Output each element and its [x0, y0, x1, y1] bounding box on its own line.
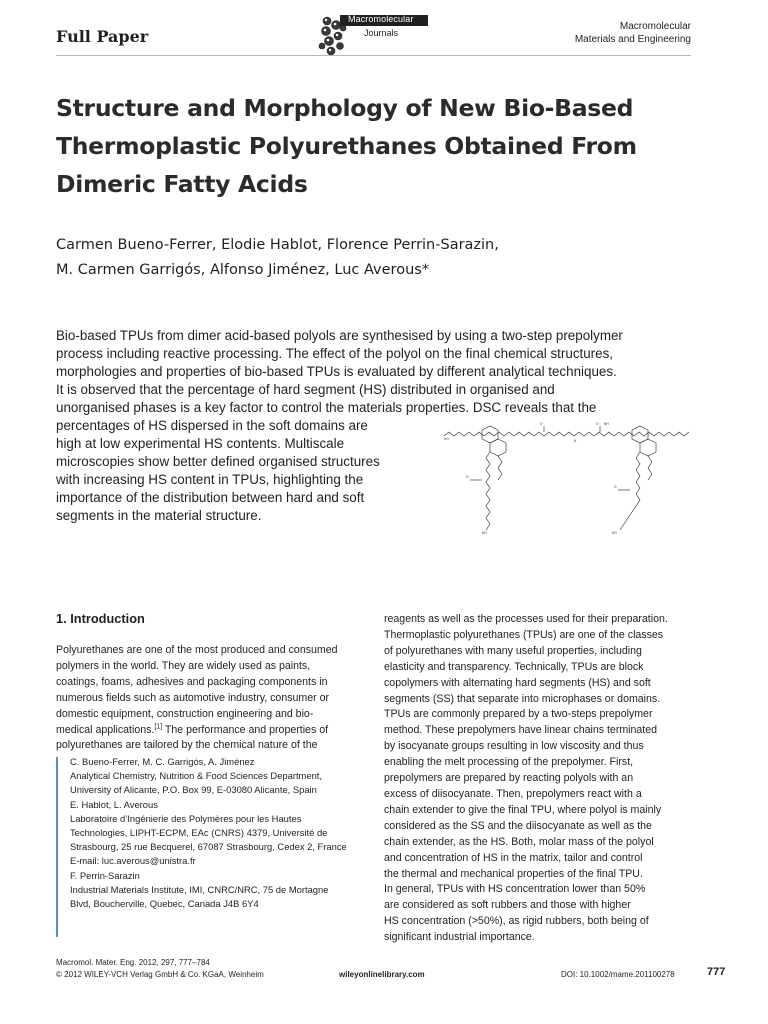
body-line: HS concentration (>50%), as rigid rubbers, both being of	[384, 915, 649, 928]
body-line: significant industrial importance.	[384, 931, 535, 944]
title-line: Dimeric Fatty Acids	[56, 170, 308, 198]
body-line: reagents as well as the processes used for their preparation.	[384, 613, 668, 625]
body-line: method. These prepolymers have linear chains terminated	[384, 724, 658, 737]
logo-text-top: Macromolecular	[348, 14, 414, 24]
abstract	[56, 327, 691, 417]
affiliation-line: F. Perrin-Sarazin	[70, 869, 140, 881]
abstract-line: process including reactive processing. The effect of the polyol on the final chemical structures,	[56, 346, 613, 362]
title-line: Structure and Morphology of New Bio-Based	[56, 94, 634, 122]
body-line: coatings, foams, adhesives and packaging components in	[56, 675, 328, 688]
intro-right-column	[384, 612, 691, 946]
body-line: In general, TPUs with HS concentration lower than 50%	[384, 883, 646, 896]
body-line: chain extender to give the final TPU, where polyol is mainly	[384, 803, 662, 816]
affiliation-line: University of Alicante, P.O. Box 99, E-03080 Alicante, Spain	[70, 784, 317, 796]
affiliation-line: Technologies, LIPHT-ECPM, EAc (CNRS) 4379, Université de	[70, 827, 328, 839]
svg-text:NH: NH	[604, 422, 609, 426]
svg-text:O: O	[614, 485, 617, 489]
abstract-line: microscopies show better defined organised structures	[56, 454, 380, 470]
svg-text:O: O	[466, 475, 469, 479]
svg-text:HO: HO	[482, 531, 487, 535]
body-line: prepolymers are prepared by reacting polyols with an	[384, 772, 634, 785]
affiliation-line: Analytical Chemistry, Nutrition & Food Sciences Department,	[70, 770, 323, 782]
abstract-line: morphologies and properties of bio-based TPUs is evaluated by different analytical techniques.	[56, 364, 617, 380]
author-line: Carmen Bueno-Ferrer, Elodie Hablot, Florence Perrin-Sarazin,	[56, 237, 499, 253]
svg-text:N: N	[574, 439, 577, 443]
copyright-text: © 2012 WILEY-VCH Verlag GmbH & Co. KGaA, Weinheim	[56, 970, 264, 979]
author-line: M. Carmen Garrigós, Alfonso Jiménez, Luc Averous*	[56, 262, 430, 278]
author-list	[56, 233, 696, 283]
body-line: the thermal and mechanical properties of the final TPU.	[384, 867, 643, 880]
abstract-continued	[56, 417, 428, 526]
body-line: considered as the SS and the diisocyanate as well as the	[384, 819, 652, 832]
journal-logo	[318, 13, 430, 59]
body-line: numerous fields such as automotive industry, consumer or	[56, 691, 330, 704]
body-line: enabling the melt processing of the prepolymer. First,	[384, 756, 634, 769]
svg-text:O: O	[596, 422, 599, 426]
abstract-line: high at low experimental HS contents. Multiscale	[56, 436, 345, 452]
svg-text:O: O	[540, 422, 543, 426]
svg-text:HO: HO	[612, 531, 617, 535]
journal-name	[575, 20, 691, 46]
abstract-line: importance of the distribution between hard and soft	[56, 490, 365, 506]
body-line: Polyurethanes are one of the most produced and consumed	[56, 644, 338, 656]
header-divider	[56, 55, 691, 56]
citation-text: Macromol. Mater. Eng. 2012, 297, 777–784	[56, 958, 210, 967]
body-line: TPUs are commonly prepared by a two-steps prepolymer	[384, 708, 653, 721]
body-line: segments (SS) that separate into microphases or domains.	[384, 692, 661, 705]
abstract-line: Bio-based TPUs from dimer acid-based polyols are synthesised by using a two-step prepolymer	[56, 328, 623, 343]
body-line: Thermoplastic polyurethanes (TPUs) are one of the classes	[384, 628, 664, 641]
intro-left-column	[56, 643, 363, 754]
chemical-structure-graphic	[440, 420, 692, 538]
logo-text-bottom: Journals	[364, 28, 399, 38]
affiliation-box	[56, 757, 373, 937]
body-line: elasticity and transparency. Technically, TPUs are block	[384, 660, 644, 673]
affiliation-line: E. Hablot, L. Averous	[70, 798, 158, 810]
abstract-line: percentages of HS dispersed in the soft domains are	[56, 418, 368, 433]
abstract-line: with increasing HS content in TPUs, highlighting the	[56, 472, 364, 488]
title-line: Thermoplastic Polyurethanes Obtained From	[56, 132, 637, 160]
svg-text:HO: HO	[444, 437, 449, 441]
affiliation-line: C. Bueno-Ferrer, M. C. Garrigós, A. Jiménez	[70, 756, 255, 767]
body-line: medical applications.[1] The performance and properties of	[56, 723, 329, 736]
paper-title	[56, 89, 696, 203]
body-line: copolymers with alternating hard segments (HS) and soft	[384, 676, 651, 689]
abstract-line: It is observed that the percentage of hard segment (HS) distributed in organised and	[56, 382, 555, 398]
email-line[interactable]: E-mail: luc.averous@unistra.fr	[70, 855, 196, 867]
body-line: are considered as soft rubbers and those with higher	[384, 899, 631, 912]
body-line: chain extender, as the HS. Both, molar mass of the polyol	[384, 835, 654, 848]
body-line: polyurethanes are tailored by the chemical nature of the	[56, 739, 318, 752]
body-line: and concentration of HS in the matrix, tailor and control	[384, 851, 643, 864]
abstract-line: segments in the material structure.	[56, 508, 262, 524]
body-line: by isocyanate groups resulting in low viscosity and thus	[384, 740, 644, 753]
body-line: of polyurethanes with many useful properties, including	[384, 644, 642, 657]
affiliation-line: Laboratoire d’Ingénierie des Polymères pour les Hautes	[70, 812, 302, 824]
website-link[interactable]: wileyonlinelibrary.com	[339, 970, 425, 979]
body-line: polymers in the world. They are widely used as paints,	[56, 659, 311, 672]
doi-text[interactable]: DOI: 10.1002/mame.201100278	[561, 970, 675, 979]
affiliation-line: Blvd, Boucherville, Quebec, Canada J4B 6Y4	[70, 898, 259, 910]
reference-mark[interactable]: [1]	[154, 723, 163, 730]
journal-name-line1: Macromolecular	[619, 21, 691, 32]
affiliation-line: Strasbourg, 25 rue Becquerel, 67087 Strasbourg, Cedex 2, France	[70, 841, 347, 853]
section-label: Full Paper	[56, 27, 149, 46]
page-number: 777	[707, 966, 726, 978]
body-line: excess of diisocyanate. Then, prepolymers react with a	[384, 787, 642, 800]
section-heading: 1. Introduction	[56, 611, 145, 626]
journal-name-line2: Materials and Engineering	[574, 34, 691, 45]
body-line: domestic equipment, construction engineering and bio-	[56, 707, 314, 720]
footer-citation	[56, 957, 264, 981]
abstract-line: unorganised phases is a key factor to control the materials properties. DSC reveals that the	[56, 400, 597, 416]
affiliation-line: Industrial Materials Institute, IMI, CNRC/NRC, 75 de Mortagne	[70, 883, 329, 895]
